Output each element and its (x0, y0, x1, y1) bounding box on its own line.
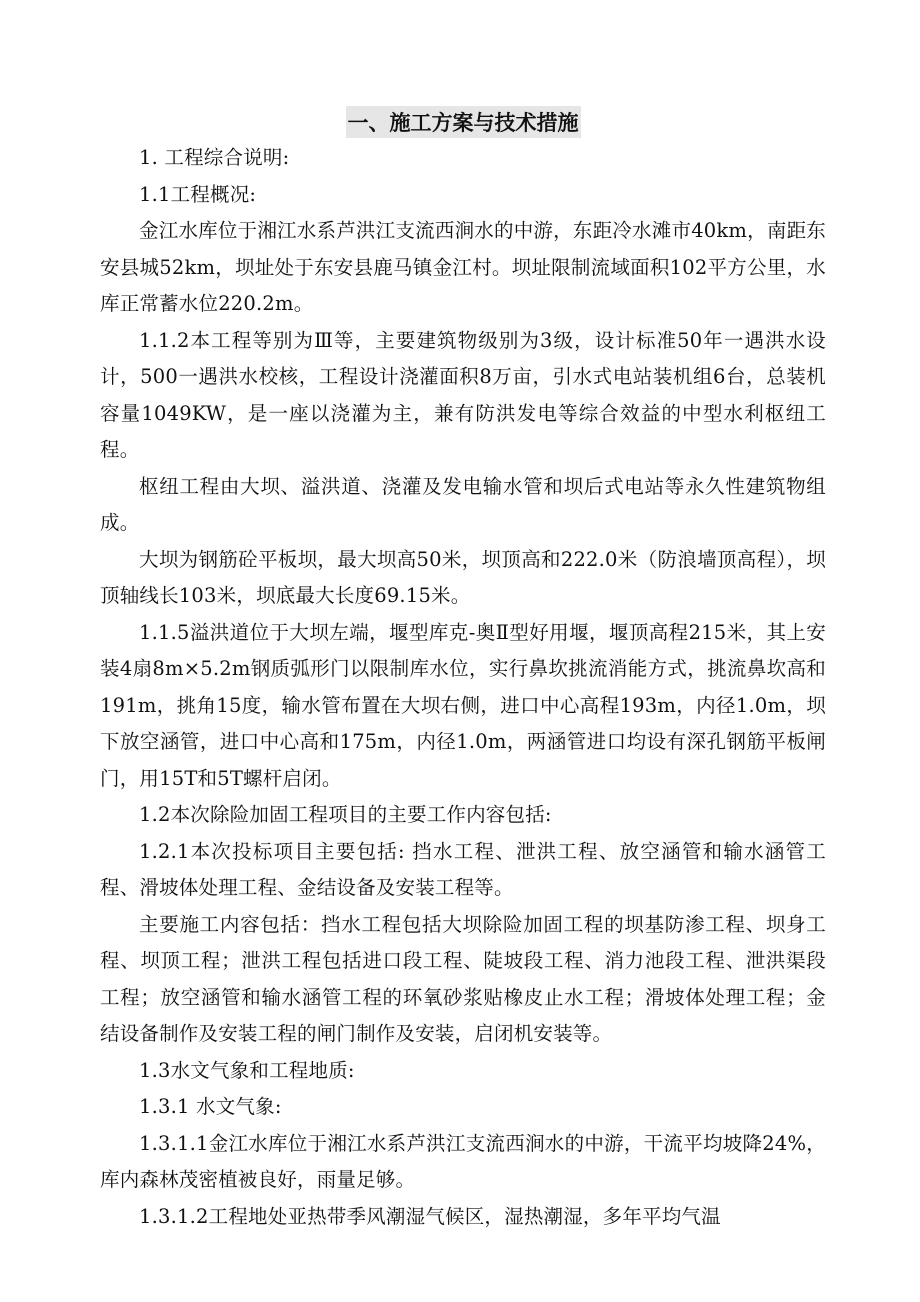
document-title: 一、施工方案与技术措施 (346, 106, 581, 138)
paragraph-section-1-3-1-1: 1.3.1.1金江水库位于湘江水系芦洪江支流西涧水的中游，干流平均坡降24%，库内森林茂密植被良好，雨量足够。 (100, 1131, 826, 1191)
paragraph-section-1-1: 1.1工程概况: (139, 182, 257, 206)
paragraph-dam: 大坝为钢筋砼平板坝，最大坝高50米，坝顶高和222.0米（防浪墙顶高程），坝顶轴线长103米，坝底最大长度69.15米。 (100, 547, 826, 607)
paragraph-location: 金江水库位于湘江水系芦洪江支流西涧水的中游，东距冷水滩市40km，南距东安县城52km，坝址处于东安县鹿马镇金江村。坝址限制流域面积102平方公里，水库正常蓄水位220.2m。 (100, 219, 826, 315)
paragraph-section-1-3-1: 1.3.1 水文气象: (139, 1095, 282, 1118)
paragraph-section-1-1-5: 1.1.5溢洪道位于大坝左端，堰型库克-奥Ⅱ型好用堰，堰顶高程215米，其上安装4扇8m×5.2m钢质弧形门以限制库水位，实行鼻坎挑流消能方式，挑流鼻坎高和191m，挑角15度，输水管布置在大坝右侧，进口中心高程193m，内径1.0m，坝下放空涵管，进口中心高和175m，内径1.0m，两涵管进口均设有深孔钢筋平板闸门，用15T和5T螺杆启闭。 (100, 620, 826, 790)
paragraph-section-1-2: 1.2本次除险加固工程项目的主要工作内容包括: (139, 803, 552, 826)
paragraph-section-1: 1. 工程综合说明: (139, 146, 290, 169)
paragraph-section-1-3: 1.3水文气象和工程地质: (139, 1058, 355, 1082)
paragraph-hub-components: 枢纽工程由大坝、溢洪道、浇灌及发电输水管和坝后式电站等永久性建筑物组成。 (100, 474, 826, 534)
paragraph-main-works: 主要施工内容包括：挡水工程包括大坝除险加固工程的坝基防渗工程、坝身工程、坝顶工程；泄洪工程包括进口段工程、陡坡段工程、消力池段工程、泄洪渠段工程；放空涵管和输水涵管工程的环氧砂浆贴橡皮止水工程；滑坡体处理工程；金结设备制作及安装工程的闸门制作及安装，启闭机安装等。 (100, 912, 826, 1045)
paragraph-section-1-3-1-2: 1.3.1.2工程地处亚热带季风潮湿气候区，湿热潮湿，多年平均气温 (139, 1204, 721, 1228)
title-wrapper (100, 100, 826, 138)
document-page (100, 100, 826, 1235)
paragraph-section-1-2-1: 1.2.1本次投标项目主要包括: 挡水工程、泄洪工程、放空涵管和输水涵管工程、滑坡体处理工程、金结设备及安装工程等。 (100, 839, 826, 899)
paragraph-section-1-1-2: 1.1.2本工程等别为Ⅲ等，主要建筑物级别为3级，设计标准50年一遇洪水设计，500一遇洪水校核，工程设计浇灌面积8万亩，引水式电站装机组6台，总装机容量1049KW，是一座以浇灌为主，兼有防洪发电等综合效益的中型水利枢纽工程。 (100, 328, 826, 461)
